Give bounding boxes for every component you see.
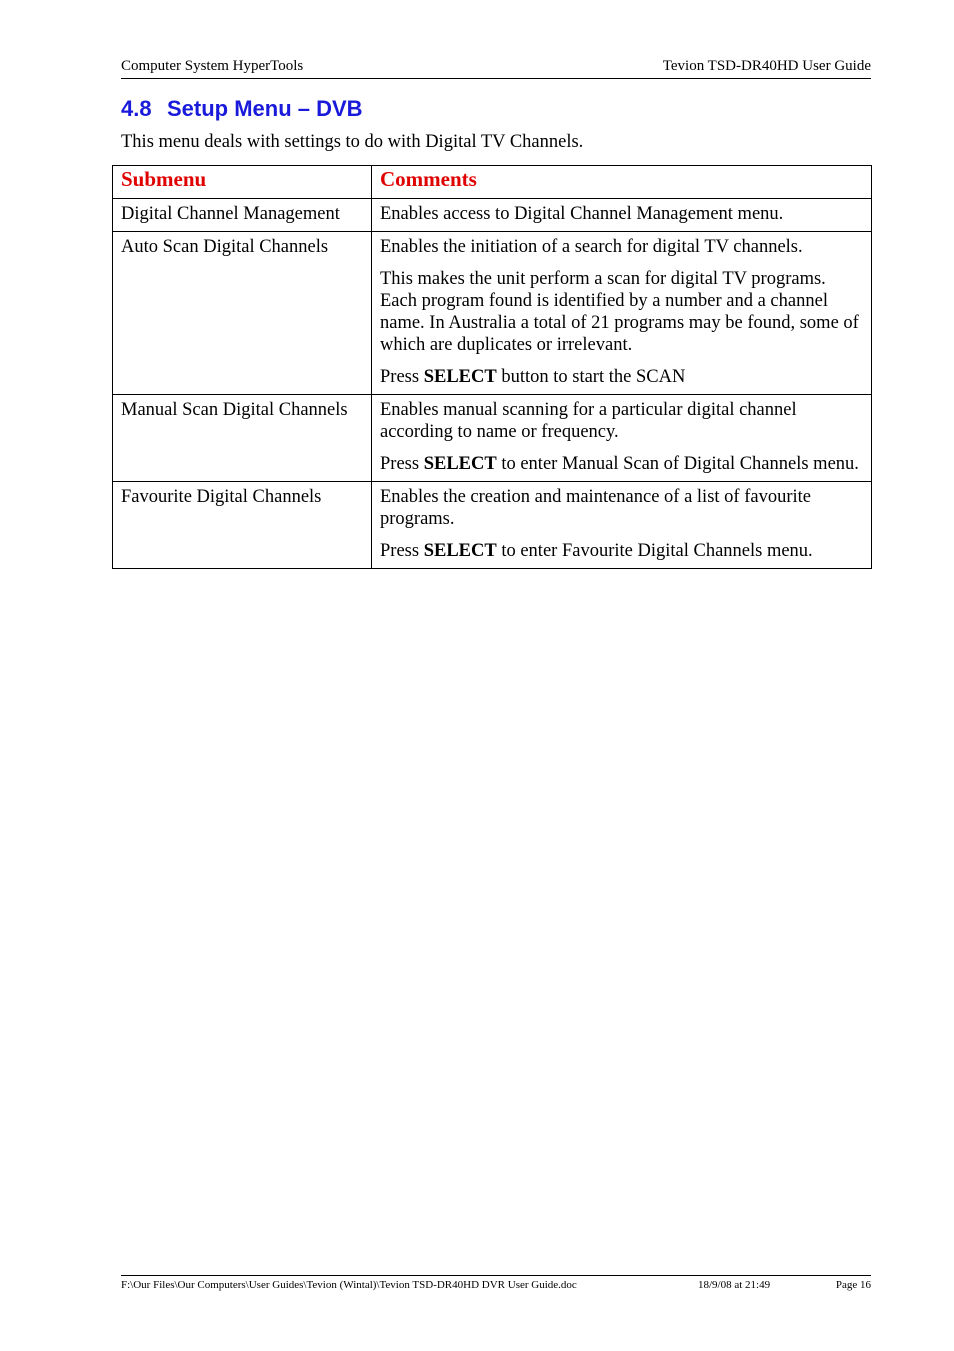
comments-cell: [372, 232, 872, 395]
table-row: [113, 232, 872, 395]
page-header: [121, 57, 871, 79]
select-keyword: SELECT: [423, 541, 497, 561]
select-keyword: SELECT: [423, 367, 497, 387]
table-row: [113, 199, 872, 232]
section-heading: [121, 96, 363, 122]
section-number: 4.8: [121, 96, 152, 121]
footer-file-path: F:\Our Files\Our Computers\User Guides\Tevion (Wintal)\Tevion TSD-DR40HD DVR User Guide.doc: [121, 1279, 577, 1291]
submenu-cell: Auto Scan Digital Channels: [113, 232, 372, 395]
comment-paragraph: Enables access to Digital Channel Management menu.: [380, 204, 784, 224]
table-header-row: [113, 166, 872, 199]
comment-text: to enter Manual Scan of Digital Channels menu.: [496, 454, 859, 474]
comment-paragraph: Enables the initiation of a search for digital TV channels.: [380, 237, 803, 257]
comment-text: Press: [380, 454, 424, 474]
submenu-cell: Digital Channel Management: [113, 199, 372, 232]
comment-paragraph: Enables the creation and maintenance of a list of favourite programs.: [380, 487, 811, 529]
submenu-cell: Manual Scan Digital Channels: [113, 395, 372, 482]
section-title: Setup Menu – DVB: [167, 96, 363, 121]
table-row: [113, 395, 872, 482]
comments-cell: [372, 395, 872, 482]
submenu-cell: Favourite Digital Channels: [113, 482, 372, 569]
comment-text: Press: [380, 541, 424, 561]
comment-text: Press: [380, 367, 424, 387]
comment-text: button to start the SCAN: [496, 367, 686, 387]
footer-page-number: Page 16: [835, 1279, 871, 1291]
comments-cell: [372, 199, 872, 232]
comment-paragraph: Enables manual scanning for a particular digital channel according to name or frequency.: [380, 400, 797, 442]
column-header-comments: Comments: [372, 166, 872, 199]
table-row: [113, 482, 872, 569]
comment-paragraph: [380, 366, 863, 388]
setup-menu-table: [112, 165, 872, 569]
section-intro: This menu deals with settings to do with Digital TV Channels.: [121, 132, 584, 152]
header-right-text: Tevion TSD-DR40HD User Guide: [662, 58, 871, 74]
comment-paragraph: [380, 540, 863, 562]
footer-date: 18/9/08 at 21:49: [698, 1279, 771, 1291]
comment-paragraph: This makes the unit perform a scan for digital TV programs. Each program found is identified by a number and a channel name. In Australia a total of 21 programs may be found, some of which are duplicates or irrelevant.: [380, 269, 859, 355]
header-left-text: Computer System HyperTools: [121, 58, 304, 74]
page-footer: [121, 1275, 871, 1298]
comment-paragraph: [380, 453, 863, 475]
column-header-submenu: Submenu: [113, 166, 372, 199]
comments-cell: [372, 482, 872, 569]
select-keyword: SELECT: [423, 454, 497, 474]
comment-text: to enter Favourite Digital Channels menu.: [496, 541, 813, 561]
